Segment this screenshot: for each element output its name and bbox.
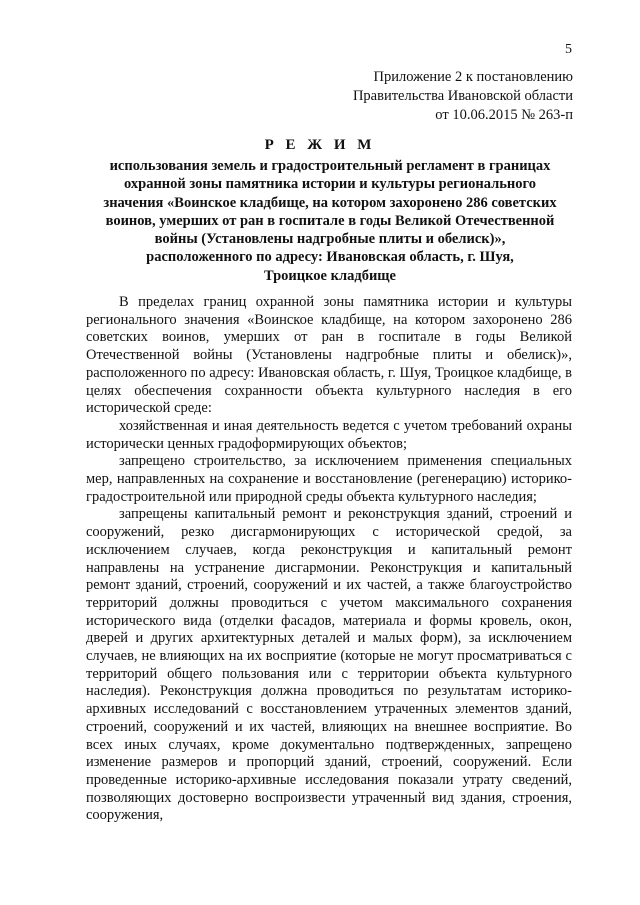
document-body — [86, 294, 572, 825]
appendix-line: Правительства Ивановской области — [352, 88, 573, 104]
document-title: Р Е Ж И М — [264, 137, 376, 153]
subtitle-line: Троицкое кладбище — [264, 267, 396, 284]
subtitle-line: охранной зоны памятника истории и культуры регионального — [124, 176, 536, 193]
page-number: 5 — [565, 42, 572, 57]
subtitle-line: значения «Воинское кладбище, на котором захоронено 286 советских — [103, 194, 557, 211]
subtitle-line: войны (Установлены надгробные плиты и обелиск)», — [154, 231, 506, 248]
appendix-header — [253, 68, 573, 125]
body-paragraph: В пределах границ охранной зоны памятника истории и культуры регионального значения «Воинское кладбище, на котором захоронено 286 советских воинов, умерших от ран в госпитале в годы Великой Отечественной войны (Установлены надгробные плиты и обелиск)», расположенного по адресу: Ивановская область, г. Шуя, Троицкое кладбище, в целях обеспечения сохранности объекта культурного наследия в его исторической среде: — [86, 294, 572, 417]
appendix-line: Приложение 2 к постановлению — [373, 69, 573, 85]
body-paragraph: запрещено строительство, за исключением применения специальных мер, направленных на сохранение и восстановление (регенерацию) историко-градостроительной или природной среды объекта культурного наследия; — [86, 453, 572, 505]
subtitle-line: воинов, умерших от ран в госпитале в годы Великой Отечественной — [105, 212, 555, 229]
appendix-line: от 10.06.2015 № 263-п — [435, 107, 573, 123]
subtitle-line: расположенного по адресу: Ивановская область, г. Шуя, — [146, 249, 514, 266]
document-subtitle — [95, 157, 565, 285]
body-paragraph: запрещены капитальный ремонт и реконструкция зданий, строений и сооружений, резко дисгармонирующих с исторической средой, за исключением случаев, когда реконструкция и капитальный ремонт направлены на устранение дисгармонии. Реконструкция и капитальный ремонт зданий, строений, сооружений и их частей, а также благоустройство территорий должны проводиться с учетом максимального сохранения исторического вида (отделки фасадов, материала и формы кровель, окон, дверей и других архитектурных деталей и малых форм), за исключением случаев, не влияющих на их восприятие (которые не могут просматриваться с территорий общего пользования или с территории объекта культурного наследия). Реконструкция должна проводиться по результатам историко-архивных исследований с восстановлением утраченных элементов зданий, строений, сооружений и их частей, влияющих на внешнее восприятие. Во всех иных случаях, кроме документально подтвержденных, запрещено изменение размеров и пропорций зданий, строений, сооружений. Если проведенные историко-архивные исследования показали утрату сведений, позволяющих достоверно воспроизвести утраченный вид здания, строения, сооружения, — [86, 506, 572, 824]
body-paragraph: хозяйственная и иная деятельность ведется с учетом требований охраны исторически ценных градоформирующих объектов; — [86, 417, 572, 452]
subtitle-line: использования земель и градостроительный регламент в границах — [109, 158, 551, 174]
